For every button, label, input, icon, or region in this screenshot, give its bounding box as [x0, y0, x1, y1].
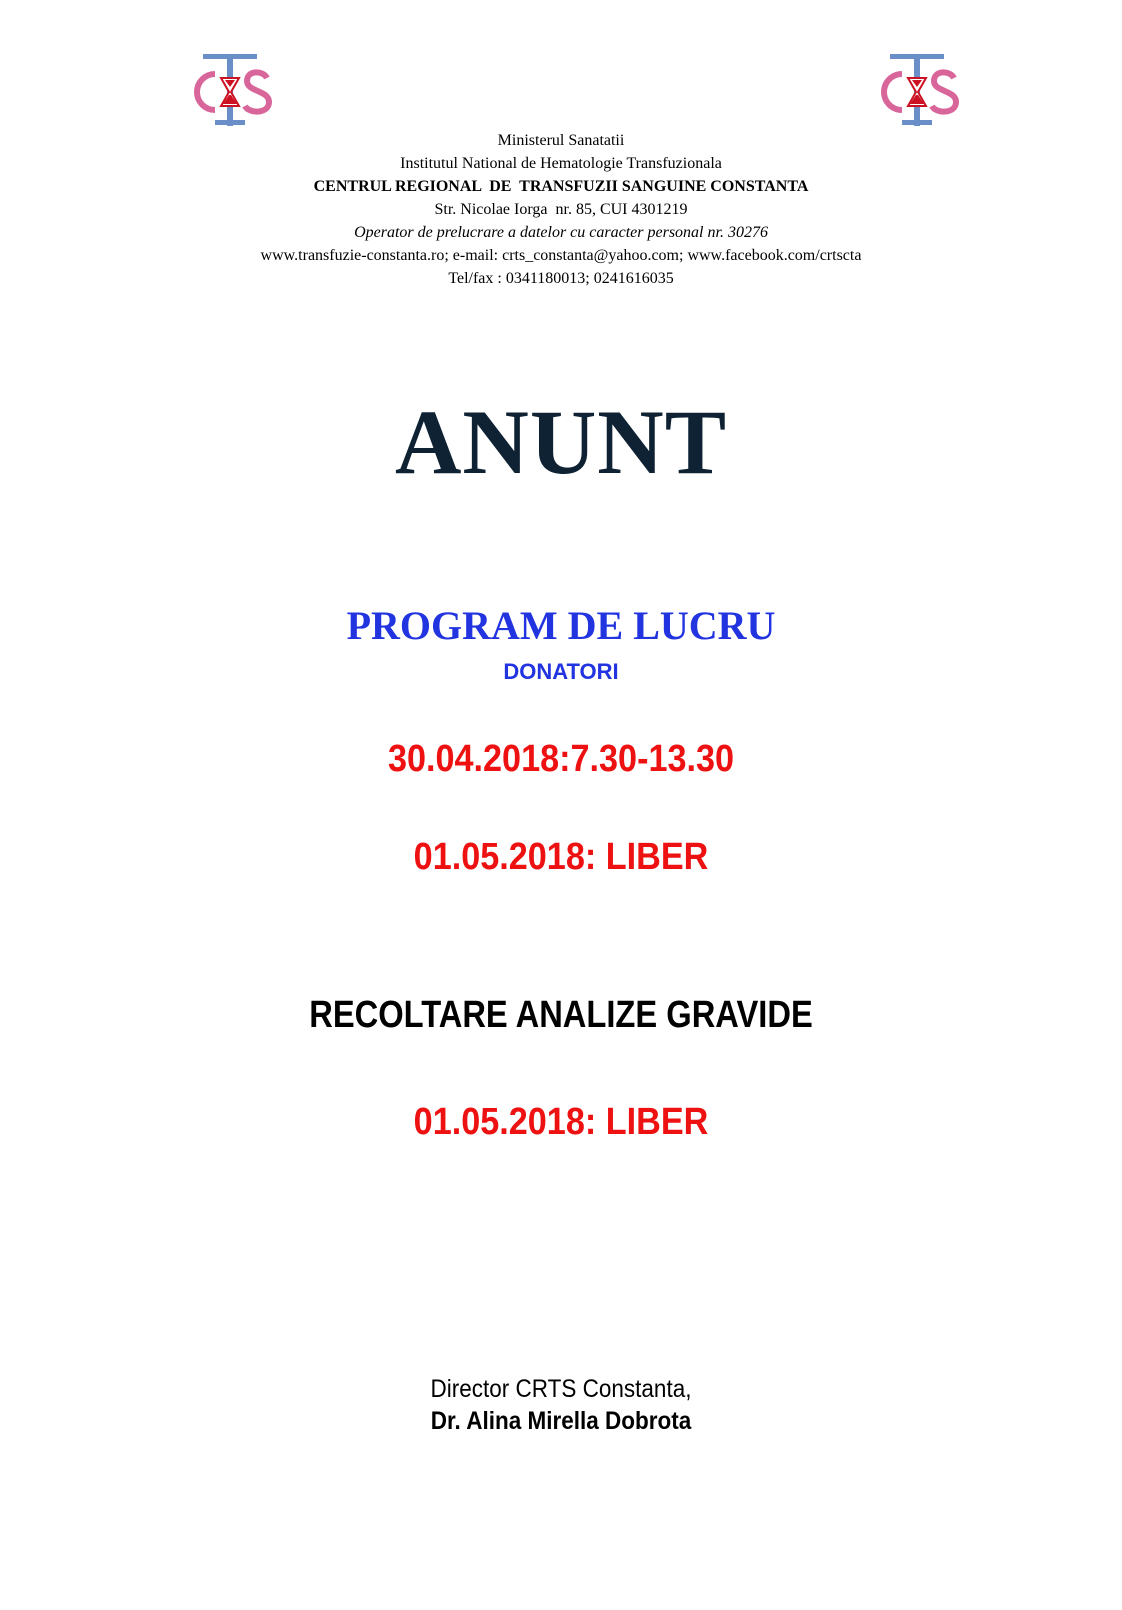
- program-subtitle: DONATORI: [503, 659, 619, 684]
- center-address: Str. Nicolae Iorga nr. 85, CUI 4301219: [434, 201, 688, 218]
- data-operator-number: Operator de prelucrare a datelor cu caracter personal nr. 30276: [354, 224, 768, 241]
- crts-logo-icon: [872, 50, 962, 130]
- letterhead: [0, 129, 1122, 290]
- program-title: PROGRAM DE LUCRU: [346, 603, 776, 648]
- ministry-name: Ministerul Sanatatii: [497, 132, 625, 149]
- signature-role: Director CRTS Constanta,: [430, 1375, 692, 1403]
- crts-logo-right: [872, 50, 962, 130]
- crts-logo-left: [185, 50, 275, 130]
- contact-web-links: www.transfuzie-constanta.ro; e-mail: crts_constanta@yahoo.com; www.facebook.com/crtscta: [260, 247, 862, 264]
- center-name: CENTRUL REGIONAL DE TRANSFUZII SANGUINE CONSTANTA: [313, 178, 809, 195]
- analysis-schedule-line: 01.05.2018: LIBER: [413, 1101, 709, 1143]
- crts-logo-icon: [185, 50, 275, 130]
- signature-name: Dr. Alina Mirella Dobrota: [430, 1407, 692, 1435]
- contact-phone: Tel/fax : 0341180013; 0241616035: [448, 270, 674, 287]
- page-title: ANUNT: [394, 391, 728, 493]
- donor-schedule-line-1: 30.04.2018:7.30-13.30: [387, 738, 735, 780]
- analysis-heading: RECOLTARE ANALIZE GRAVIDE: [309, 994, 813, 1036]
- donor-schedule-line-2: 01.05.2018: LIBER: [413, 836, 709, 878]
- institute-name: Institutul National de Hematologie Transfuzionala: [400, 155, 722, 172]
